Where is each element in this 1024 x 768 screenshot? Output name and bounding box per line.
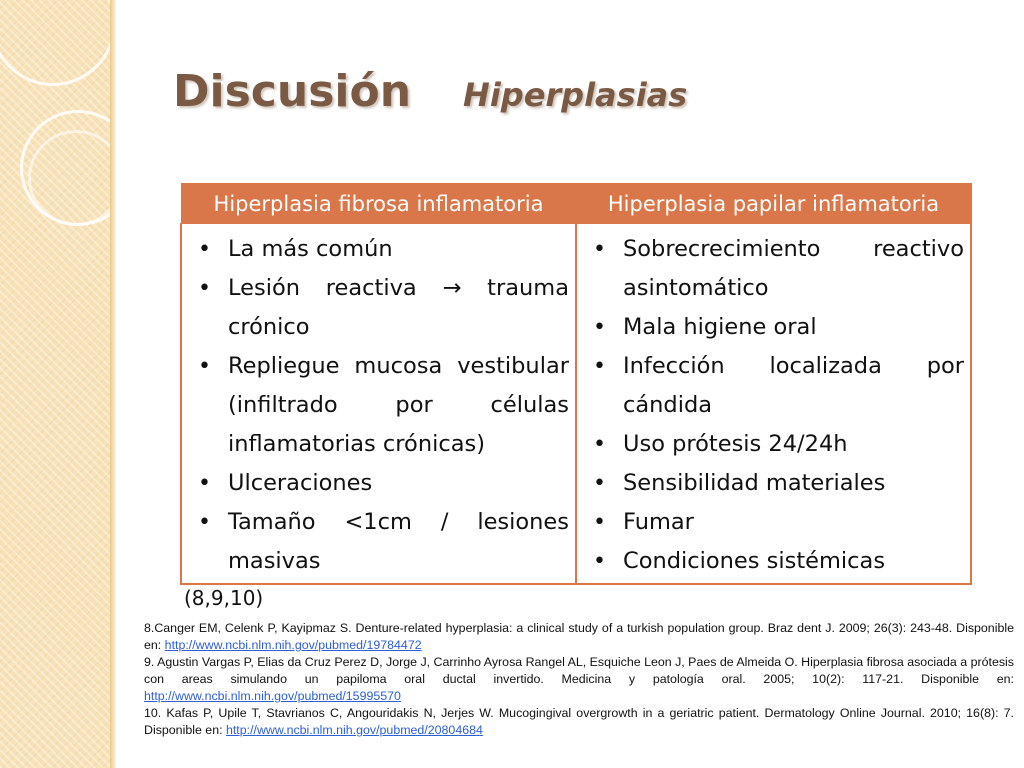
list-item bbox=[577, 347, 970, 425]
reference-entry bbox=[144, 705, 1014, 739]
list-item bbox=[577, 308, 970, 347]
title-subtitle: Hiperplasias bbox=[463, 76, 688, 114]
reference-link[interactable]: http://www.ncbi.nlm.nih.gov/pubmed/15995570 bbox=[144, 689, 401, 703]
list-item bbox=[182, 464, 575, 503]
bullet-dot-icon: • bbox=[593, 315, 606, 340]
bullet-dot-icon: • bbox=[198, 237, 211, 262]
bullet-dot-icon: • bbox=[198, 471, 211, 496]
bullet-dot-icon: • bbox=[198, 276, 211, 301]
list-item-text: Repliegue mucosa vestibular (infiltrado por células inflamatorias crónicas) bbox=[228, 353, 569, 457]
decorative-side-strip bbox=[0, 0, 112, 768]
references bbox=[144, 620, 1014, 739]
reference-entry bbox=[144, 620, 1014, 654]
citation: (8,9,10) bbox=[184, 586, 264, 610]
reference-entry bbox=[144, 654, 1014, 705]
bullet-dot-icon: • bbox=[593, 549, 606, 574]
list-item bbox=[577, 503, 970, 542]
list-item-text: Sobrecrecimiento reactivo asintomático bbox=[623, 236, 964, 301]
list-item bbox=[577, 464, 970, 503]
list-item bbox=[577, 230, 970, 308]
list-item-text: Fumar bbox=[623, 509, 694, 535]
comparison-table bbox=[180, 183, 972, 585]
bullet-dot-icon: • bbox=[593, 510, 606, 535]
fibrosa-cell bbox=[181, 224, 576, 585]
reference-text: 9. Agustin Vargas P, Elias da Cruz Perez D, Jorge J, Carrinho Ayrosa Rangel AL, Esquiche Leon J, Paes de Almeida O. Hiperplasia fibrosa asociada a prótesis con areas simulando un papiloma oral ductal invertido. Medicina y patología oral. 2005; 10(2): 117-21. Disponible en: bbox=[144, 655, 1014, 686]
bullet-dot-icon: • bbox=[593, 471, 606, 496]
list-item bbox=[577, 542, 970, 581]
papilar-cell bbox=[576, 224, 971, 585]
reference-text: 8.Canger EM, Celenk P, Kayipmaz S. Denture-related hyperplasia: a clinical study of a turkish population group. Braz dent J. 2009; 26(3): 243-48. Disponible en: bbox=[144, 621, 1014, 652]
list-item-text: Ulceraciones bbox=[228, 470, 373, 496]
fibrosa-list bbox=[182, 230, 575, 581]
reference-text: 10. Kafas P, Upile T, Stavrianos C, Angouridakis N, Jerjes W. Mucogingival overgrowth in a geriatric patient. Dermatology Online Journal. 2010; 16(8): 7. Disponible en: bbox=[144, 706, 1014, 737]
list-item-text: Condiciones sistémicas bbox=[623, 548, 886, 574]
list-item bbox=[182, 347, 575, 464]
header-papilar: Hiperplasia papilar inflamatoria bbox=[576, 184, 971, 224]
title-main: Discusión bbox=[173, 66, 412, 117]
list-item bbox=[182, 269, 575, 347]
list-item-text: Tamaño <1cm / lesiones masivas bbox=[228, 509, 569, 574]
bullet-dot-icon: • bbox=[198, 354, 211, 379]
list-item-text: Lesión reactiva → trauma crónico bbox=[228, 275, 569, 340]
list-item bbox=[182, 230, 575, 269]
list-item-text: Sensibilidad materiales bbox=[623, 470, 886, 496]
list-item-text: Uso prótesis 24/24h bbox=[623, 431, 848, 457]
bullet-dot-icon: • bbox=[593, 432, 606, 457]
table-header-row bbox=[181, 184, 971, 224]
list-item-text: Infección localizada por cándida bbox=[623, 353, 964, 418]
list-item bbox=[182, 503, 575, 581]
reference-link[interactable]: http://www.ncbi.nlm.nih.gov/pubmed/19784472 bbox=[164, 638, 422, 652]
bullet-dot-icon: • bbox=[593, 237, 606, 262]
bullet-dot-icon: • bbox=[593, 354, 606, 379]
reference-link[interactable]: http://www.ncbi.nlm.nih.gov/pubmed/20804684 bbox=[225, 723, 483, 737]
list-item-text: Mala higiene oral bbox=[623, 314, 817, 340]
side-strip-edge bbox=[110, 0, 116, 768]
papilar-list bbox=[577, 230, 970, 581]
header-fibrosa: Hiperplasia fibrosa inflamatoria bbox=[181, 184, 576, 224]
bullet-dot-icon: • bbox=[198, 510, 211, 535]
table-body-row bbox=[181, 224, 971, 585]
list-item bbox=[577, 425, 970, 464]
list-item-text: La más común bbox=[228, 236, 393, 262]
slide-title bbox=[173, 66, 687, 117]
decorative-circle bbox=[0, 0, 112, 86]
